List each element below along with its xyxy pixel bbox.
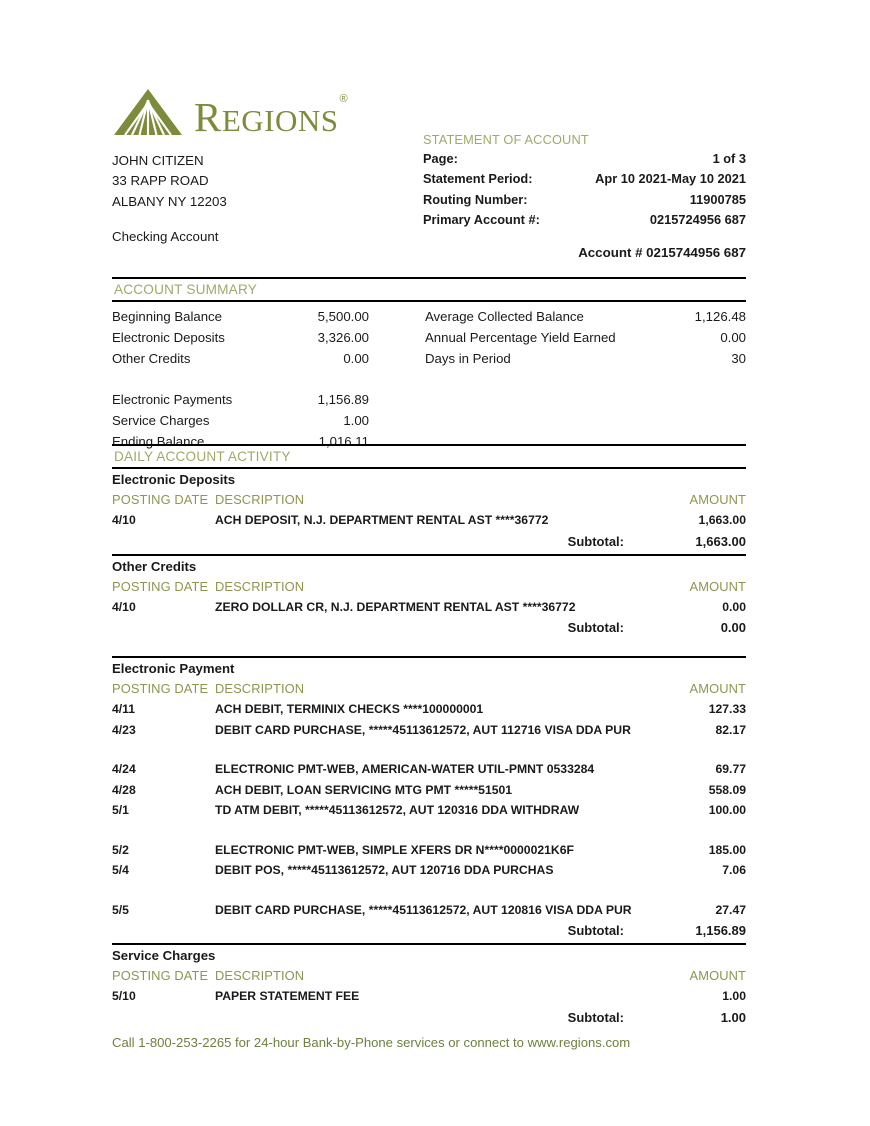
wordmark-body: EGIONS xyxy=(221,103,339,139)
primary-account-value: 0215724956 687 xyxy=(649,211,746,227)
transaction-description: ACH DEBIT, TERMINIX CHECKS ****100000001 xyxy=(215,702,484,716)
column-header-amount: AMOUNT xyxy=(689,492,746,507)
transaction-description: DEBIT CARD PURCHASE, *****45113612572, AUT 112716 VISA DDA PUR xyxy=(215,722,631,737)
transaction-amount: 100.00 xyxy=(708,803,746,817)
column-header-description: DESCRIPTION xyxy=(215,492,305,507)
section-subtotal-row xyxy=(112,1007,746,1028)
subtotal-value: 1.00 xyxy=(720,1009,746,1025)
primary-account-row xyxy=(423,210,746,230)
customer-name: JOHN CITIZEN xyxy=(112,153,204,168)
transaction-amount: 185.00 xyxy=(708,842,746,857)
transaction-date: 4/10 xyxy=(112,599,136,614)
column-header-posting-date: POSTING DATE xyxy=(112,578,209,594)
transaction-description: DEBIT POS, *****45113612572, AUT 120716 DDA PURCHAS xyxy=(215,863,554,877)
summary-row xyxy=(112,327,746,348)
column-header-posting-date: POSTING DATE xyxy=(112,681,209,696)
transaction-row xyxy=(112,860,746,881)
transaction-row xyxy=(112,597,746,618)
activity-column-header xyxy=(112,577,746,597)
summary-row xyxy=(112,410,746,431)
column-header-description: DESCRIPTION xyxy=(215,578,305,594)
summary-right-label xyxy=(369,389,627,410)
summary-left-value: 0.00 xyxy=(343,351,369,366)
column-header-amount: AMOUNT xyxy=(689,578,746,594)
transaction-amount: 0.00 xyxy=(722,599,746,614)
transaction-description: ACH DEPOSIT, N.J. DEPARTMENT RENTAL AST ****36772 xyxy=(215,513,549,527)
statement-period-row xyxy=(423,169,746,189)
customer-address-line-1: 33 RAPP ROAD xyxy=(112,173,209,189)
customer-address-block xyxy=(112,151,227,212)
activity-column-header xyxy=(112,679,746,699)
summary-left-label: Service Charges xyxy=(112,413,210,428)
customer-address-line-2: ALBANY NY 12203 xyxy=(112,193,227,209)
section-subtotal-row xyxy=(112,531,746,552)
transaction-row xyxy=(112,900,746,921)
transaction-date: 5/5 xyxy=(112,902,129,917)
transaction-date: 4/24 xyxy=(112,762,136,776)
account-summary-section xyxy=(112,277,746,452)
account-summary-title: ACCOUNT SUMMARY xyxy=(114,282,257,297)
summary-left-label: Electronic Payments xyxy=(112,392,233,407)
summary-right-value xyxy=(627,410,746,431)
activity-section-title: Other Credits xyxy=(112,558,197,574)
transaction-description: PAPER STATEMENT FEE xyxy=(215,989,360,1003)
transaction-amount: 82.17 xyxy=(715,722,746,737)
statement-period-label: Statement Period: xyxy=(423,171,533,187)
transaction-description: ZERO DOLLAR CR, N.J. DEPARTMENT RENTAL AST ****36772 xyxy=(215,599,576,614)
summary-left-value: 3,326.00 xyxy=(317,330,369,345)
summary-right-label: Days in Period xyxy=(425,351,511,366)
transaction-amount: 127.33 xyxy=(708,702,746,716)
transaction-date: 4/10 xyxy=(112,513,136,527)
summary-right-label: Average Collected Balance xyxy=(425,309,584,324)
activity-section-title: Electronic Payment xyxy=(112,661,235,676)
subtotal-value: 1,156.89 xyxy=(695,923,746,938)
transaction-date: 5/10 xyxy=(112,989,136,1003)
statement-of-account-title: STATEMENT OF ACCOUNT xyxy=(423,132,589,147)
statement-of-account-panel xyxy=(423,132,746,230)
activity-column-header xyxy=(112,490,746,510)
transaction-date: 4/11 xyxy=(112,702,136,716)
subtotal-label: Subtotal: xyxy=(567,1009,624,1025)
activity-section-title: Electronic Deposits xyxy=(112,472,236,487)
summary-spacer xyxy=(112,369,746,389)
transaction-description: DEBIT CARD PURCHASE, *****45113612572, AUT 120816 VISA DDA PUR xyxy=(215,902,632,917)
transaction-amount: 69.77 xyxy=(715,762,746,776)
transaction-date: 5/4 xyxy=(112,863,129,877)
statement-page-row xyxy=(423,149,746,169)
transaction-row xyxy=(112,800,746,821)
brand-masthead xyxy=(112,83,349,141)
transaction-row xyxy=(112,986,746,1007)
transaction-row xyxy=(112,699,746,720)
subtotal-label: Subtotal: xyxy=(567,923,624,938)
statement-page-value: 1 of 3 xyxy=(712,151,746,166)
transaction-description: ELECTRONIC PMT-WEB, SIMPLE XFERS DR N****0000021K6F xyxy=(215,842,574,857)
transaction-date: 5/2 xyxy=(112,842,129,857)
regions-wordmark xyxy=(194,93,349,141)
transaction-amount: 7.06 xyxy=(722,863,746,877)
column-header-posting-date: POSTING DATE xyxy=(112,968,209,983)
transaction-amount: 1,663.00 xyxy=(698,513,746,527)
registered-trademark-icon: ® xyxy=(339,93,349,106)
transaction-description: TD ATM DEBIT, *****45113612572, AUT 120316 DDA WITHDRAW xyxy=(215,803,580,817)
transaction-amount: 558.09 xyxy=(708,782,746,797)
transaction-date: 5/1 xyxy=(112,803,129,817)
summary-left-label: Other Credits xyxy=(112,351,191,366)
summary-left-value: 5,500.00 xyxy=(317,309,369,324)
statement-page-label: Page: xyxy=(423,151,458,166)
summary-right-value: 0.00 xyxy=(720,330,746,345)
account-summary-grid xyxy=(112,302,746,452)
routing-number-value: 11900785 xyxy=(689,191,746,207)
transaction-row xyxy=(112,840,746,861)
subtotal-label: Subtotal: xyxy=(567,533,624,549)
column-header-posting-date: POSTING DATE xyxy=(112,492,209,507)
subtotal-label: Subtotal: xyxy=(567,620,624,635)
summary-right-label: Annual Percentage Yield Earned xyxy=(425,330,616,345)
section-subtotal-row xyxy=(112,617,746,638)
column-header-amount: AMOUNT xyxy=(689,681,746,696)
summary-row xyxy=(112,389,746,410)
summary-left-label: Beginning Balance xyxy=(112,309,222,324)
summary-right-label xyxy=(369,410,627,431)
summary-left-value: 1,156.89 xyxy=(317,392,369,407)
transaction-row xyxy=(112,759,746,780)
account-number-line: Account # 0215744956 687 xyxy=(578,245,746,260)
transaction-description: ACH DEBIT, LOAN SERVICING MTG PMT *****51501 xyxy=(215,782,513,797)
activity-body xyxy=(112,469,746,1028)
summary-right-value: 1,126.48 xyxy=(694,309,746,324)
transaction-row xyxy=(112,510,746,531)
activity-section-title: Service Charges xyxy=(112,948,216,963)
routing-number-row xyxy=(423,190,746,210)
summary-left-label: Ending Balance xyxy=(112,434,205,449)
primary-account-label: Primary Account #: xyxy=(423,211,540,227)
transaction-row xyxy=(112,780,746,801)
activity-column-header xyxy=(112,966,746,986)
daily-account-activity-section xyxy=(112,444,746,1053)
column-header-description: DESCRIPTION xyxy=(215,968,305,983)
summary-row xyxy=(112,306,746,327)
section-subtotal-row xyxy=(112,920,746,941)
account-type-label: Checking Account xyxy=(112,229,219,244)
summary-row xyxy=(112,348,746,369)
summary-right-value xyxy=(627,389,746,410)
statement-period-value: Apr 10 2021-May 10 2021 xyxy=(595,171,746,187)
transaction-amount: 27.47 xyxy=(715,902,746,917)
routing-number-label: Routing Number: xyxy=(423,191,528,207)
transaction-description: ELECTRONIC PMT-WEB, AMERICAN-WATER UTIL-PMNT 0533284 xyxy=(215,762,595,776)
transaction-date: 4/23 xyxy=(112,722,136,737)
summary-right-value: 30 xyxy=(731,351,746,366)
subtotal-value: 1,663.00 xyxy=(695,533,746,549)
column-header-amount: AMOUNT xyxy=(689,968,746,983)
column-header-description: DESCRIPTION xyxy=(215,681,305,696)
subtotal-value: 0.00 xyxy=(720,620,746,635)
transaction-amount: 1.00 xyxy=(722,989,746,1003)
regions-pyramid-logo-icon xyxy=(112,87,184,137)
daily-account-activity-title: DAILY ACCOUNT ACTIVITY xyxy=(114,449,291,464)
transaction-row xyxy=(112,720,746,741)
transaction-date: 4/28 xyxy=(112,782,136,797)
wordmark-initial: R xyxy=(194,94,222,141)
footer-contact-note: Call 1-800-253-2265 for 24-hour Bank-by-Phone services or connect to www.regions.com xyxy=(112,1034,631,1050)
summary-left-label: Electronic Deposits xyxy=(112,330,225,345)
summary-left-value: 1.00 xyxy=(343,413,369,428)
summary-left-value: 1,016.11 xyxy=(318,434,369,449)
